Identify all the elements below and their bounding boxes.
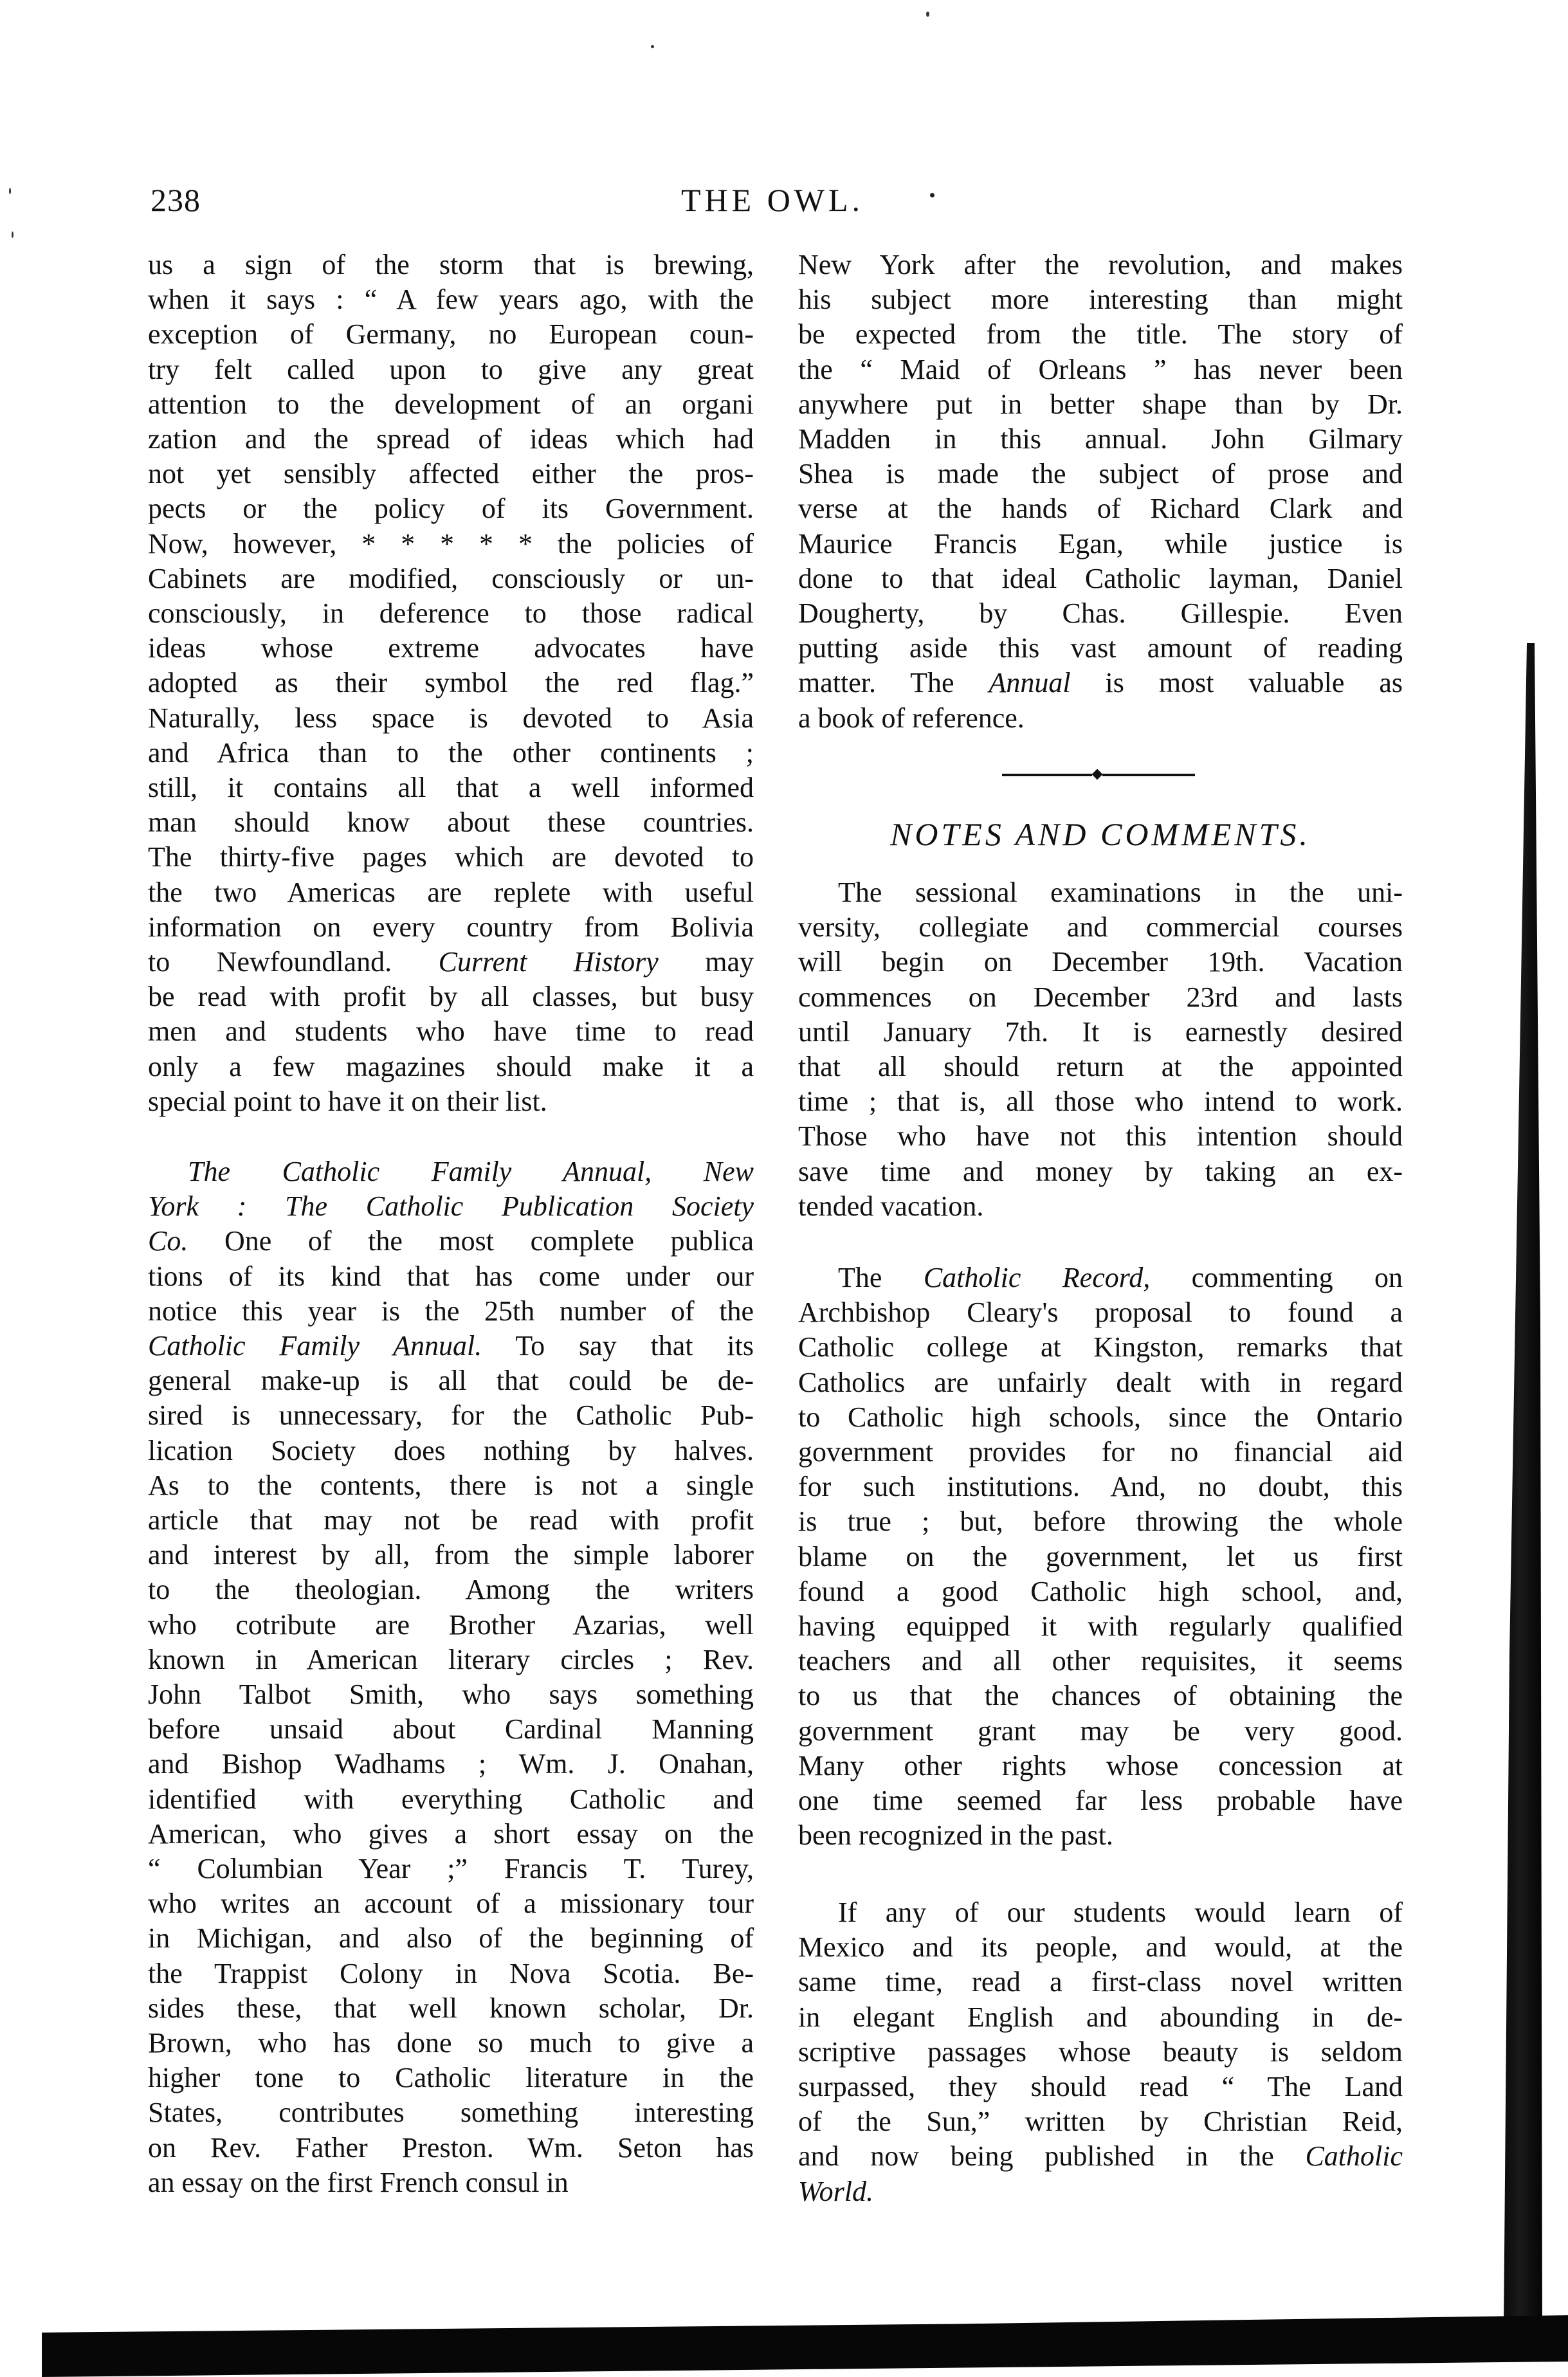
line-text: identified with everything Catholic and bbox=[148, 1783, 754, 1815]
text-line bbox=[798, 945, 1403, 979]
text-line bbox=[798, 1540, 1403, 1574]
text-line bbox=[148, 1643, 754, 1677]
line-text: save time and money by taking an ex- bbox=[798, 1155, 1403, 1187]
text-line bbox=[148, 352, 754, 387]
scan-speck bbox=[12, 232, 14, 238]
text-line bbox=[798, 2035, 1403, 2070]
line-text: one time seemed far less probable have bbox=[798, 1785, 1403, 1816]
line-text: attention to the development of an organi bbox=[148, 388, 754, 420]
line-text: before unsaid about Cardinal Manning bbox=[148, 1713, 754, 1745]
line-text: Many other rights whose concession at bbox=[798, 1749, 1403, 1781]
line-text: us a sign of the storm that is brewing, bbox=[148, 249, 754, 280]
text-line bbox=[798, 1470, 1403, 1504]
text-line bbox=[798, 2070, 1403, 2104]
italic-title: Annual bbox=[989, 667, 1071, 699]
text-line bbox=[148, 491, 754, 526]
line-text: only a few magazines should make it a bbox=[148, 1050, 754, 1082]
text-line bbox=[798, 701, 1403, 736]
line-text: pects or the policy of its Government. bbox=[148, 493, 754, 525]
line-text: New York after the revolution, and makes bbox=[798, 249, 1403, 280]
text-line bbox=[798, 1818, 1403, 1853]
right-column bbox=[798, 0, 1403, 2251]
text-line bbox=[148, 1991, 754, 2026]
text-line bbox=[148, 2026, 754, 2061]
text-line bbox=[148, 282, 754, 317]
line-text: when it says : “ A few years ago, with the bbox=[148, 284, 754, 316]
text-line bbox=[798, 1714, 1403, 1749]
italic-title: Co. bbox=[148, 1225, 188, 1257]
text-line bbox=[798, 1119, 1403, 1154]
text-line bbox=[798, 1330, 1403, 1365]
italic-title: Current History bbox=[438, 946, 659, 978]
line-text: zation and the spread of ideas which had bbox=[148, 423, 754, 455]
line-text: To say that its bbox=[482, 1330, 754, 1362]
line-text: Those who have not this intention should bbox=[798, 1120, 1403, 1152]
text-line bbox=[148, 910, 754, 945]
italic-title: Catholic Family Annual. bbox=[148, 1330, 482, 1362]
text-line bbox=[798, 1154, 1403, 1189]
line-text: been recognized in the past. bbox=[798, 1819, 1113, 1852]
text-line bbox=[798, 1930, 1403, 1965]
line-text: exception of Germany, no European coun- bbox=[148, 318, 754, 351]
text-line bbox=[798, 422, 1403, 457]
line-text: Naturally, less space is devoted to Asia bbox=[148, 702, 754, 734]
text-line bbox=[148, 1329, 754, 1363]
line-text: who cotribute are Brother Azarias, well bbox=[148, 1608, 754, 1641]
line-text: for such institutions. And, no doubt, this bbox=[798, 1471, 1403, 1503]
line-text: blame on the government, let us first bbox=[798, 1540, 1403, 1572]
text-line bbox=[798, 1504, 1403, 1539]
text-line bbox=[798, 1574, 1403, 1609]
line-text: be read with profit by all classes, but busy bbox=[148, 981, 754, 1013]
text-line bbox=[798, 1609, 1403, 1644]
text-line bbox=[148, 1608, 754, 1643]
line-text: States, contributes something interesting bbox=[148, 2097, 754, 2129]
line-text: time ; that is, all those who intend to work. bbox=[798, 1086, 1403, 1118]
line-text: not yet sensibly affected either the pros- bbox=[148, 458, 754, 490]
text-line bbox=[798, 1015, 1403, 1050]
line-text: an essay on the first French consul in bbox=[148, 2166, 569, 2198]
line-text: his subject more interesting than might bbox=[798, 284, 1403, 316]
text-line bbox=[148, 1817, 754, 1852]
line-text: putting aside this vast amount of reading bbox=[798, 632, 1403, 664]
text-line bbox=[148, 840, 754, 875]
line-text: having equipped it with regularly qualified bbox=[798, 1610, 1403, 1642]
line-text: in elegant English and abounding in de- bbox=[798, 2001, 1403, 2033]
line-text: Maurice Francis Egan, while justice is bbox=[798, 527, 1403, 560]
scan-edge-right bbox=[1504, 643, 1542, 2328]
line-text: until January 7th. It is earnestly desired bbox=[798, 1015, 1403, 1048]
page-number: 238 bbox=[150, 182, 201, 218]
text-line bbox=[798, 910, 1403, 945]
text-line bbox=[798, 491, 1403, 526]
text-line bbox=[798, 875, 1403, 910]
text-line bbox=[148, 1363, 754, 1398]
line-text: Shea is made the subject of prose and bbox=[798, 458, 1403, 490]
line-text: “ Columbian Year ;” Francis T. Turey, bbox=[148, 1853, 754, 1884]
text-line bbox=[798, 1749, 1403, 1783]
line-text: adopted as their symbol the red flag.” bbox=[148, 667, 754, 699]
line-text: and now being published in the bbox=[798, 2140, 1306, 2172]
text-line bbox=[798, 1050, 1403, 1084]
line-text: try felt called upon to give any great bbox=[148, 353, 754, 385]
line-text: commences on December 23rd and lasts bbox=[798, 981, 1403, 1013]
line-text: Cabinets are modified, consciously or un- bbox=[148, 562, 754, 594]
text-line bbox=[148, 1434, 754, 1468]
line-text: and Bishop Wadhams ; Wm. J. Onahan, bbox=[148, 1748, 754, 1780]
text-line bbox=[798, 457, 1403, 491]
line-text: to Newfoundland. bbox=[148, 946, 439, 978]
text-line bbox=[148, 248, 754, 282]
line-text: commenting on bbox=[1150, 1262, 1403, 1293]
italic-title: York : The Catholic Publication Society bbox=[148, 1190, 754, 1223]
line-text: to the theologian. Among the writers bbox=[148, 1574, 754, 1606]
text-line bbox=[148, 736, 754, 770]
italic-title: Catholic Record, bbox=[923, 1262, 1151, 1293]
line-text: man should know about these countries. bbox=[148, 806, 754, 839]
line-text: teachers and all other requisites, it seems bbox=[798, 1645, 1403, 1677]
text-line bbox=[798, 2000, 1403, 2035]
text-line bbox=[148, 1398, 754, 1433]
text-line bbox=[148, 457, 754, 491]
text-line bbox=[148, 1050, 754, 1084]
italic-title: The Catholic Family Annual, New bbox=[188, 1156, 754, 1187]
line-text: scriptive passages whose beauty is seldom bbox=[798, 2035, 1403, 2068]
text-line bbox=[148, 1572, 754, 1607]
line-text: Catholic college at Kingston, remarks that bbox=[798, 1331, 1403, 1363]
line-text: a book of reference. bbox=[798, 702, 1025, 734]
line-text: still, it contains all that a well informed bbox=[148, 772, 754, 803]
line-text: be expected from the title. The story of bbox=[798, 318, 1403, 351]
line-text: is true ; but, before throwing the whole bbox=[798, 1506, 1403, 1538]
line-text: men and students who have time to read bbox=[148, 1015, 754, 1048]
line-text: that all should return at the appointed bbox=[798, 1051, 1403, 1082]
line-text: Mexico and its people, and would, at the bbox=[798, 1931, 1403, 1963]
line-text: Now, however, * * * * * the policies of bbox=[148, 527, 754, 560]
text-line bbox=[148, 422, 754, 457]
line-text: on Rev. Father Preston. Wm. Seton has bbox=[148, 2131, 754, 2163]
text-line bbox=[798, 596, 1403, 631]
text-line bbox=[148, 666, 754, 700]
text-line bbox=[148, 1712, 754, 1747]
line-text: The sessional examinations in the uni- bbox=[838, 877, 1403, 908]
text-line bbox=[148, 2131, 754, 2165]
text-line bbox=[798, 1261, 1403, 1295]
text-line bbox=[148, 317, 754, 352]
text-line bbox=[148, 561, 754, 596]
text-line bbox=[148, 1956, 754, 1991]
text-line bbox=[148, 1294, 754, 1329]
text-line bbox=[148, 1468, 754, 1503]
line-text: The bbox=[838, 1262, 924, 1293]
line-text: notice this year is the 25th number of the bbox=[148, 1295, 754, 1327]
line-text: found a good Catholic high school, and, bbox=[798, 1575, 1403, 1607]
text-line bbox=[798, 1084, 1403, 1119]
line-text: versity, collegiate and commercial courses bbox=[798, 911, 1403, 943]
text-line bbox=[148, 770, 754, 805]
text-line bbox=[798, 352, 1403, 387]
text-line bbox=[148, 1677, 754, 1712]
line-text: One of the most complete publica bbox=[188, 1225, 754, 1257]
line-text: the two Americas are replete with useful bbox=[148, 876, 754, 908]
text-line bbox=[148, 701, 754, 736]
text-line bbox=[148, 1084, 754, 1119]
text-line bbox=[798, 980, 1403, 1015]
line-text: the Trappist Colony in Nova Scotia. Be- bbox=[148, 1957, 754, 1989]
line-text: Dougherty, by Chas. Gillespie. Even bbox=[798, 597, 1403, 629]
text-line bbox=[798, 317, 1403, 352]
text-line bbox=[148, 1503, 754, 1538]
text-line bbox=[148, 2095, 754, 2130]
line-text: If any of our students would learn of bbox=[838, 1897, 1403, 1928]
line-text: same time, read a first-class novel written bbox=[798, 1966, 1403, 1998]
text-line bbox=[148, 527, 754, 561]
italic-title: World. bbox=[798, 2175, 873, 2207]
line-text: tions of its kind that has come under our bbox=[148, 1260, 754, 1292]
text-line bbox=[148, 631, 754, 666]
text-line bbox=[148, 1782, 754, 1817]
line-text: sides these, that well known scholar, Dr. bbox=[148, 1992, 754, 2024]
line-text: and Africa than to the other continents ; bbox=[148, 736, 754, 769]
text-line bbox=[148, 1189, 754, 1224]
line-text: will begin on December 19th. Vacation bbox=[798, 946, 1403, 978]
line-text: The thirty-five pages which are devoted to bbox=[148, 841, 754, 873]
line-text: special point to have it on their list. bbox=[148, 1085, 547, 1117]
text-line bbox=[798, 1895, 1403, 1930]
line-text: information on every country from Bolivia bbox=[148, 911, 754, 943]
line-text: to us that the chances of obtaining the bbox=[798, 1680, 1403, 1712]
text-line bbox=[798, 1644, 1403, 1679]
text-line bbox=[148, 945, 754, 979]
line-text: to Catholic high schools, since the Ontario bbox=[798, 1401, 1403, 1433]
section-divider-ornament bbox=[1002, 772, 1195, 778]
text-line bbox=[148, 1886, 754, 1921]
scan-speck bbox=[651, 45, 654, 48]
line-text: the “ Maid of Orleans ” has never been bbox=[798, 353, 1403, 385]
line-text: John Talbot Smith, who says something bbox=[148, 1679, 754, 1710]
text-line bbox=[798, 1965, 1403, 1999]
text-line bbox=[798, 1679, 1403, 1713]
line-text: Madden in this annual. John Gilmary bbox=[798, 423, 1403, 455]
text-line bbox=[148, 1921, 754, 1956]
text-line bbox=[798, 1295, 1403, 1330]
running-head: THE OWL. bbox=[681, 182, 864, 218]
text-line bbox=[798, 631, 1403, 666]
text-line bbox=[148, 1014, 754, 1049]
text-line bbox=[798, 1783, 1403, 1818]
line-text: government grant may be very good. bbox=[798, 1715, 1403, 1747]
line-text: done to that ideal Catholic layman, Daniel bbox=[798, 562, 1403, 594]
line-text: anywhere put in better shape than by Dr. bbox=[798, 388, 1403, 420]
line-text: American, who gives a short essay on the bbox=[148, 1817, 754, 1850]
text-line bbox=[148, 805, 754, 840]
line-text: who writes an account of a missionary tour bbox=[148, 1888, 754, 1920]
text-line bbox=[148, 1852, 754, 1886]
line-text: government provides for no financial aid bbox=[798, 1436, 1403, 1468]
left-column bbox=[148, 0, 754, 2251]
line-text: lication Society does nothing by halves. bbox=[148, 1434, 754, 1466]
text-line bbox=[148, 1538, 754, 1572]
line-text: of the Sun,” written by Christian Reid, bbox=[798, 2106, 1403, 2138]
line-text: general make-up is all that could be de- bbox=[148, 1365, 754, 1397]
line-text: matter. The bbox=[798, 667, 989, 699]
text-line bbox=[148, 387, 754, 422]
text-line bbox=[148, 875, 754, 910]
line-text: Brown, who has done so much to give a bbox=[148, 2027, 754, 2059]
line-text: Archbishop Cleary's proposal to found a bbox=[798, 1297, 1403, 1329]
text-line bbox=[798, 1400, 1403, 1435]
italic-title: Catholic bbox=[1305, 2140, 1403, 2172]
text-line bbox=[798, 666, 1403, 700]
line-text: surpassed, they should read “ The Land bbox=[798, 2071, 1403, 2102]
line-text: in Michigan, and also of the beginning of bbox=[148, 1922, 754, 1954]
line-text: sired is unnecessary, for the Catholic Pub- bbox=[148, 1399, 754, 1432]
text-line bbox=[798, 561, 1403, 596]
scan-speck bbox=[926, 12, 929, 17]
text-line bbox=[798, 1189, 1403, 1224]
line-text: consciously, in deference to those radical bbox=[148, 597, 754, 629]
text-line bbox=[148, 1259, 754, 1294]
line-text: is most valuable as bbox=[1070, 667, 1403, 699]
text-line bbox=[148, 1154, 754, 1189]
text-line bbox=[798, 1365, 1403, 1400]
text-line bbox=[798, 248, 1403, 282]
text-line bbox=[148, 2061, 754, 2095]
text-line bbox=[148, 1747, 754, 1781]
text-line bbox=[148, 596, 754, 631]
line-text: ideas whose extreme advocates have bbox=[148, 632, 754, 664]
line-text: higher tone to Catholic literature in the bbox=[148, 2062, 754, 2094]
line-text: and interest by all, from the simple laborer bbox=[148, 1539, 754, 1571]
scan-edge-bottom bbox=[42, 2315, 1568, 2377]
text-line bbox=[798, 527, 1403, 561]
line-text: known in American literary circles ; Rev. bbox=[148, 1643, 754, 1675]
text-line bbox=[798, 2174, 1403, 2209]
text-line bbox=[798, 282, 1403, 317]
text-line bbox=[798, 387, 1403, 422]
line-text: Catholics are unfairly dealt with in regard bbox=[798, 1366, 1403, 1398]
text-line bbox=[798, 2104, 1403, 2139]
text-line bbox=[148, 979, 754, 1014]
line-text: tended vacation. bbox=[798, 1190, 984, 1222]
section-heading: NOTES AND COMMENTS. bbox=[890, 816, 1311, 852]
text-line bbox=[148, 2165, 754, 2200]
line-text: article that may not be read with profit bbox=[148, 1504, 754, 1536]
text-line bbox=[798, 2139, 1403, 2174]
text-line bbox=[148, 1224, 754, 1259]
scan-speck bbox=[9, 188, 11, 194]
text-line bbox=[798, 1435, 1403, 1470]
line-text: may bbox=[658, 946, 754, 978]
line-text: As to the contents, there is not a single bbox=[148, 1469, 754, 1501]
line-text: verse at the hands of Richard Clark and bbox=[798, 493, 1403, 525]
